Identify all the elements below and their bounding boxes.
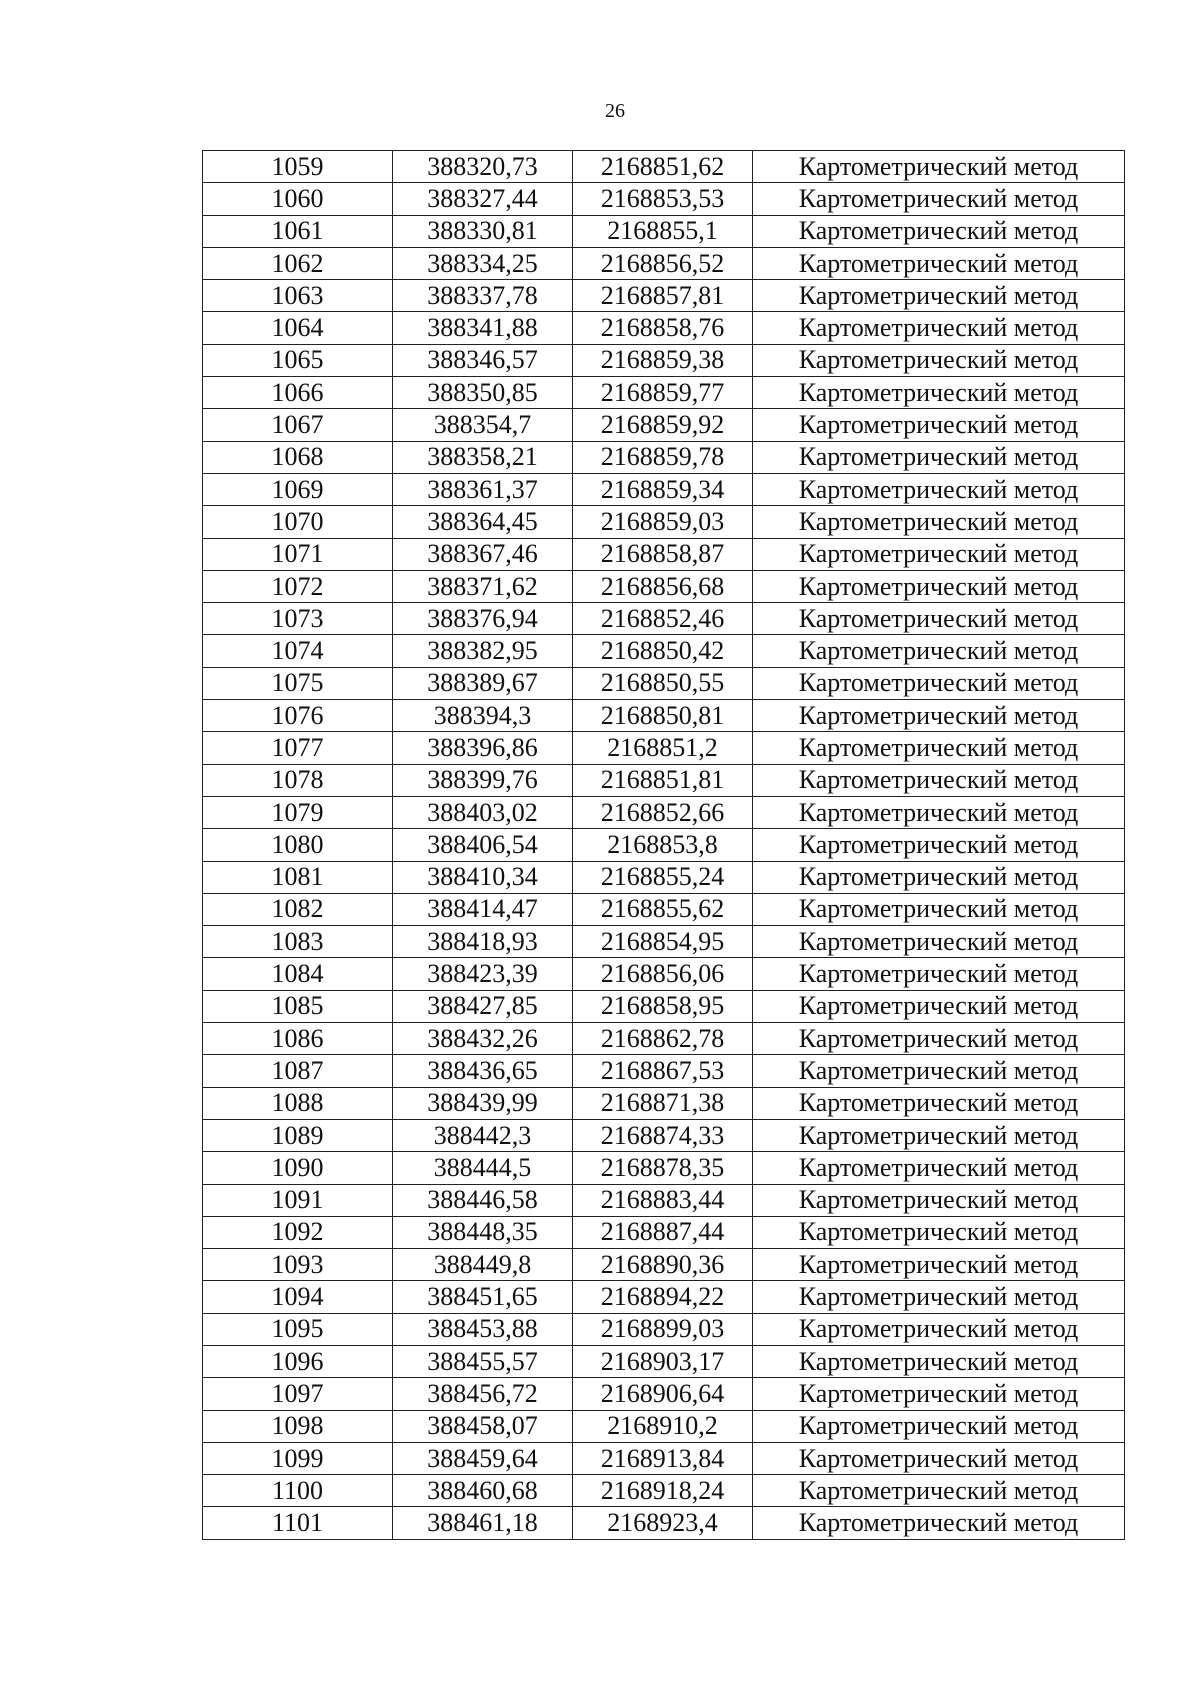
method-cell: Картометрический метод xyxy=(753,958,1125,990)
point-number-cell: 1095 xyxy=(203,1313,393,1345)
method-cell: Картометрический метод xyxy=(753,1378,1125,1410)
method-cell: Картометрический метод xyxy=(753,1152,1125,1184)
table-row xyxy=(203,247,1125,279)
y-coordinate-cell: 2168878,35 xyxy=(573,1152,753,1184)
method-cell: Картометрический метод xyxy=(753,506,1125,538)
point-number-cell: 1070 xyxy=(203,506,393,538)
coordinates-table xyxy=(202,150,1125,1540)
y-coordinate-cell: 2168859,78 xyxy=(573,441,753,473)
x-coordinate-cell: 388367,46 xyxy=(393,538,573,570)
y-coordinate-cell: 2168910,2 xyxy=(573,1410,753,1442)
coordinates-table-body xyxy=(203,151,1125,1540)
table-row xyxy=(203,473,1125,505)
table-row xyxy=(203,151,1125,183)
y-coordinate-cell: 2168851,81 xyxy=(573,764,753,796)
method-cell: Картометрический метод xyxy=(753,1313,1125,1345)
y-coordinate-cell: 2168887,44 xyxy=(573,1216,753,1248)
y-coordinate-cell: 2168850,81 xyxy=(573,700,753,732)
x-coordinate-cell: 388461,18 xyxy=(393,1507,573,1539)
x-coordinate-cell: 388371,62 xyxy=(393,570,573,602)
point-number-cell: 1059 xyxy=(203,151,393,183)
point-number-cell: 1082 xyxy=(203,893,393,925)
method-cell: Картометрический метод xyxy=(753,1410,1125,1442)
point-number-cell: 1060 xyxy=(203,183,393,215)
method-cell: Картометрический метод xyxy=(753,732,1125,764)
x-coordinate-cell: 388350,85 xyxy=(393,377,573,409)
table-row xyxy=(203,1055,1125,1087)
x-coordinate-cell: 388410,34 xyxy=(393,861,573,893)
method-cell: Картометрический метод xyxy=(753,183,1125,215)
method-cell: Картометрический метод xyxy=(753,151,1125,183)
method-cell: Картометрический метод xyxy=(753,1249,1125,1281)
table-row xyxy=(203,764,1125,796)
point-number-cell: 1092 xyxy=(203,1216,393,1248)
y-coordinate-cell: 2168913,84 xyxy=(573,1442,753,1474)
x-coordinate-cell: 388432,26 xyxy=(393,1023,573,1055)
table-row xyxy=(203,1119,1125,1151)
x-coordinate-cell: 388460,68 xyxy=(393,1475,573,1507)
page-number: 26 xyxy=(605,100,625,122)
table-row xyxy=(203,700,1125,732)
table-row xyxy=(203,893,1125,925)
x-coordinate-cell: 388456,72 xyxy=(393,1378,573,1410)
y-coordinate-cell: 2168858,95 xyxy=(573,990,753,1022)
table-row xyxy=(203,1281,1125,1313)
x-coordinate-cell: 388389,67 xyxy=(393,667,573,699)
method-cell: Картометрический метод xyxy=(753,312,1125,344)
point-number-cell: 1072 xyxy=(203,570,393,602)
x-coordinate-cell: 388396,86 xyxy=(393,732,573,764)
point-number-cell: 1065 xyxy=(203,344,393,376)
y-coordinate-cell: 2168918,24 xyxy=(573,1475,753,1507)
x-coordinate-cell: 388399,76 xyxy=(393,764,573,796)
table-row xyxy=(203,861,1125,893)
x-coordinate-cell: 388403,02 xyxy=(393,796,573,828)
x-coordinate-cell: 388446,58 xyxy=(393,1184,573,1216)
x-coordinate-cell: 388358,21 xyxy=(393,441,573,473)
x-coordinate-cell: 388453,88 xyxy=(393,1313,573,1345)
table-row xyxy=(203,635,1125,667)
table-row xyxy=(203,667,1125,699)
y-coordinate-cell: 2168857,81 xyxy=(573,280,753,312)
method-cell: Картометрический метод xyxy=(753,344,1125,376)
table-row xyxy=(203,1087,1125,1119)
point-number-cell: 1086 xyxy=(203,1023,393,1055)
x-coordinate-cell: 388382,95 xyxy=(393,635,573,667)
y-coordinate-cell: 2168923,4 xyxy=(573,1507,753,1539)
x-coordinate-cell: 388376,94 xyxy=(393,603,573,635)
table-row xyxy=(203,1313,1125,1345)
table-row xyxy=(203,829,1125,861)
method-cell: Картометрический метод xyxy=(753,1507,1125,1539)
method-cell: Картометрический метод xyxy=(753,635,1125,667)
point-number-cell: 1093 xyxy=(203,1249,393,1281)
point-number-cell: 1094 xyxy=(203,1281,393,1313)
point-number-cell: 1062 xyxy=(203,247,393,279)
y-coordinate-cell: 2168858,76 xyxy=(573,312,753,344)
x-coordinate-cell: 388423,39 xyxy=(393,958,573,990)
point-number-cell: 1073 xyxy=(203,603,393,635)
point-number-cell: 1083 xyxy=(203,926,393,958)
method-cell: Картометрический метод xyxy=(753,829,1125,861)
point-number-cell: 1075 xyxy=(203,667,393,699)
x-coordinate-cell: 388459,64 xyxy=(393,1442,573,1474)
point-number-cell: 1096 xyxy=(203,1345,393,1377)
point-number-cell: 1079 xyxy=(203,796,393,828)
x-coordinate-cell: 388394,3 xyxy=(393,700,573,732)
point-number-cell: 1091 xyxy=(203,1184,393,1216)
x-coordinate-cell: 388418,93 xyxy=(393,926,573,958)
y-coordinate-cell: 2168871,38 xyxy=(573,1087,753,1119)
method-cell: Картометрический метод xyxy=(753,1055,1125,1087)
x-coordinate-cell: 388341,88 xyxy=(393,312,573,344)
method-cell: Картометрический метод xyxy=(753,377,1125,409)
point-number-cell: 1084 xyxy=(203,958,393,990)
x-coordinate-cell: 388364,45 xyxy=(393,506,573,538)
table-row xyxy=(203,570,1125,602)
table-row xyxy=(203,926,1125,958)
y-coordinate-cell: 2168855,62 xyxy=(573,893,753,925)
method-cell: Картометрический метод xyxy=(753,473,1125,505)
method-cell: Картометрический метод xyxy=(753,700,1125,732)
y-coordinate-cell: 2168851,2 xyxy=(573,732,753,764)
x-coordinate-cell: 388448,35 xyxy=(393,1216,573,1248)
table-row xyxy=(203,538,1125,570)
method-cell: Картометрический метод xyxy=(753,441,1125,473)
point-number-cell: 1077 xyxy=(203,732,393,764)
x-coordinate-cell: 388346,57 xyxy=(393,344,573,376)
method-cell: Картометрический метод xyxy=(753,1475,1125,1507)
method-cell: Картометрический метод xyxy=(753,796,1125,828)
method-cell: Картометрический метод xyxy=(753,1281,1125,1313)
table-row xyxy=(203,1345,1125,1377)
y-coordinate-cell: 2168858,87 xyxy=(573,538,753,570)
point-number-cell: 1069 xyxy=(203,473,393,505)
y-coordinate-cell: 2168903,17 xyxy=(573,1345,753,1377)
x-coordinate-cell: 388406,54 xyxy=(393,829,573,861)
x-coordinate-cell: 388414,47 xyxy=(393,893,573,925)
x-coordinate-cell: 388458,07 xyxy=(393,1410,573,1442)
point-number-cell: 1099 xyxy=(203,1442,393,1474)
method-cell: Картометрический метод xyxy=(753,570,1125,602)
table-row xyxy=(203,1507,1125,1539)
x-coordinate-cell: 388449,8 xyxy=(393,1249,573,1281)
table-row xyxy=(203,409,1125,441)
y-coordinate-cell: 2168859,92 xyxy=(573,409,753,441)
table-row xyxy=(203,1249,1125,1281)
table-row xyxy=(203,1410,1125,1442)
method-cell: Картометрический метод xyxy=(753,1184,1125,1216)
method-cell: Картометрический метод xyxy=(753,893,1125,925)
point-number-cell: 1097 xyxy=(203,1378,393,1410)
method-cell: Картометрический метод xyxy=(753,215,1125,247)
x-coordinate-cell: 388455,57 xyxy=(393,1345,573,1377)
y-coordinate-cell: 2168859,38 xyxy=(573,344,753,376)
y-coordinate-cell: 2168890,36 xyxy=(573,1249,753,1281)
table-row xyxy=(203,990,1125,1022)
point-number-cell: 1061 xyxy=(203,215,393,247)
x-coordinate-cell: 388330,81 xyxy=(393,215,573,247)
table-row xyxy=(203,958,1125,990)
table-row xyxy=(203,603,1125,635)
point-number-cell: 1090 xyxy=(203,1152,393,1184)
method-cell: Картометрический метод xyxy=(753,926,1125,958)
x-coordinate-cell: 388337,78 xyxy=(393,280,573,312)
x-coordinate-cell: 388444,5 xyxy=(393,1152,573,1184)
method-cell: Картометрический метод xyxy=(753,280,1125,312)
point-number-cell: 1081 xyxy=(203,861,393,893)
point-number-cell: 1089 xyxy=(203,1119,393,1151)
method-cell: Картометрический метод xyxy=(753,1023,1125,1055)
point-number-cell: 1074 xyxy=(203,635,393,667)
x-coordinate-cell: 388327,44 xyxy=(393,183,573,215)
point-number-cell: 1063 xyxy=(203,280,393,312)
y-coordinate-cell: 2168856,68 xyxy=(573,570,753,602)
table-row xyxy=(203,1152,1125,1184)
y-coordinate-cell: 2168850,42 xyxy=(573,635,753,667)
point-number-cell: 1098 xyxy=(203,1410,393,1442)
point-number-cell: 1076 xyxy=(203,700,393,732)
y-coordinate-cell: 2168854,95 xyxy=(573,926,753,958)
method-cell: Картометрический метод xyxy=(753,538,1125,570)
table-row xyxy=(203,280,1125,312)
y-coordinate-cell: 2168855,24 xyxy=(573,861,753,893)
x-coordinate-cell: 388442,3 xyxy=(393,1119,573,1151)
x-coordinate-cell: 388439,99 xyxy=(393,1087,573,1119)
table-row xyxy=(203,183,1125,215)
y-coordinate-cell: 2168853,8 xyxy=(573,829,753,861)
method-cell: Картометрический метод xyxy=(753,1087,1125,1119)
method-cell: Картометрический метод xyxy=(753,247,1125,279)
point-number-cell: 1067 xyxy=(203,409,393,441)
x-coordinate-cell: 388334,25 xyxy=(393,247,573,279)
y-coordinate-cell: 2168856,06 xyxy=(573,958,753,990)
method-cell: Картометрический метод xyxy=(753,603,1125,635)
y-coordinate-cell: 2168853,53 xyxy=(573,183,753,215)
table-row xyxy=(203,377,1125,409)
method-cell: Картометрический метод xyxy=(753,1119,1125,1151)
point-number-cell: 1087 xyxy=(203,1055,393,1087)
y-coordinate-cell: 2168859,03 xyxy=(573,506,753,538)
table-row xyxy=(203,344,1125,376)
point-number-cell: 1100 xyxy=(203,1475,393,1507)
point-number-cell: 1101 xyxy=(203,1507,393,1539)
table-row xyxy=(203,1184,1125,1216)
table-row xyxy=(203,1378,1125,1410)
point-number-cell: 1080 xyxy=(203,829,393,861)
table-row xyxy=(203,1216,1125,1248)
y-coordinate-cell: 2168856,52 xyxy=(573,247,753,279)
method-cell: Картометрический метод xyxy=(753,667,1125,699)
table-row xyxy=(203,732,1125,764)
y-coordinate-cell: 2168852,66 xyxy=(573,796,753,828)
point-number-cell: 1071 xyxy=(203,538,393,570)
y-coordinate-cell: 2168867,53 xyxy=(573,1055,753,1087)
y-coordinate-cell: 2168906,64 xyxy=(573,1378,753,1410)
method-cell: Картометрический метод xyxy=(753,1216,1125,1248)
point-number-cell: 1088 xyxy=(203,1087,393,1119)
point-number-cell: 1085 xyxy=(203,990,393,1022)
y-coordinate-cell: 2168855,1 xyxy=(573,215,753,247)
point-number-cell: 1068 xyxy=(203,441,393,473)
method-cell: Картометрический метод xyxy=(753,1345,1125,1377)
table-row xyxy=(203,1023,1125,1055)
point-number-cell: 1064 xyxy=(203,312,393,344)
y-coordinate-cell: 2168862,78 xyxy=(573,1023,753,1055)
method-cell: Картометрический метод xyxy=(753,764,1125,796)
point-number-cell: 1066 xyxy=(203,377,393,409)
table-row xyxy=(203,796,1125,828)
method-cell: Картометрический метод xyxy=(753,1442,1125,1474)
y-coordinate-cell: 2168874,33 xyxy=(573,1119,753,1151)
x-coordinate-cell: 388427,85 xyxy=(393,990,573,1022)
table-row xyxy=(203,1442,1125,1474)
y-coordinate-cell: 2168894,22 xyxy=(573,1281,753,1313)
y-coordinate-cell: 2168852,46 xyxy=(573,603,753,635)
y-coordinate-cell: 2168850,55 xyxy=(573,667,753,699)
table-row xyxy=(203,506,1125,538)
table-row xyxy=(203,1475,1125,1507)
y-coordinate-cell: 2168851,62 xyxy=(573,151,753,183)
x-coordinate-cell: 388361,37 xyxy=(393,473,573,505)
x-coordinate-cell: 388436,65 xyxy=(393,1055,573,1087)
y-coordinate-cell: 2168859,77 xyxy=(573,377,753,409)
method-cell: Картометрический метод xyxy=(753,861,1125,893)
method-cell: Картометрический метод xyxy=(753,990,1125,1022)
y-coordinate-cell: 2168883,44 xyxy=(573,1184,753,1216)
x-coordinate-cell: 388354,7 xyxy=(393,409,573,441)
table-row xyxy=(203,312,1125,344)
y-coordinate-cell: 2168899,03 xyxy=(573,1313,753,1345)
x-coordinate-cell: 388451,65 xyxy=(393,1281,573,1313)
method-cell: Картометрический метод xyxy=(753,409,1125,441)
y-coordinate-cell: 2168859,34 xyxy=(573,473,753,505)
point-number-cell: 1078 xyxy=(203,764,393,796)
x-coordinate-cell: 388320,73 xyxy=(393,151,573,183)
table-row xyxy=(203,441,1125,473)
table-row xyxy=(203,215,1125,247)
